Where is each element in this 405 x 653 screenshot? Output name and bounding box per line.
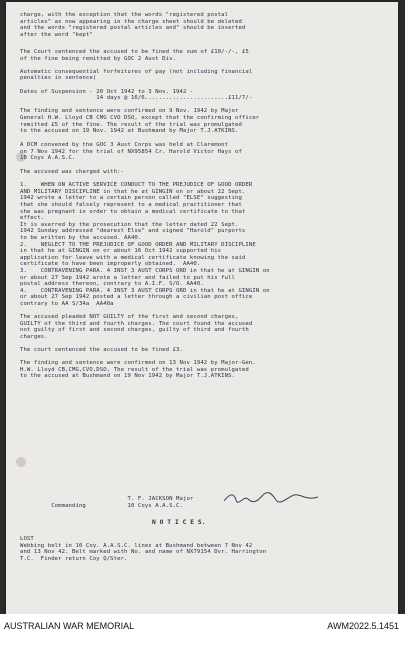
text-line: and the words "registered postal articles and" should be inserted (20, 25, 246, 32)
footer-accession: AWM2022.5.1451 (327, 621, 399, 631)
text-block-top (20, 12, 382, 38)
text-line: 4. CONTRAVENING PARA. 4 INST 3 AUST CORPS ORD in that he at GINGIN on (20, 287, 270, 294)
text-line: to be written by the accused. AA40. (20, 234, 142, 241)
text-line: The court sentenced the accused to be fined £3. (20, 347, 183, 354)
text-line (20, 354, 382, 361)
text-line: to the accused on 19 Nov. 1942 at Bushmand by Major T.J.ATKINS. (20, 128, 239, 135)
text-line: 1942 wrote a letter to a certain person called "ELSE" suggesting (20, 195, 242, 202)
text-line: she was pregnant in order to obtain a medical certificate to that (20, 208, 246, 215)
text-line (20, 340, 382, 347)
archive-footer (0, 614, 405, 653)
text-line: It is averred by the prosecution that the letter dated 22 Sept. (20, 221, 239, 228)
text-line (20, 307, 382, 314)
text-line: that she should falsely represent to a medical practitioner that (20, 201, 242, 208)
text-line: T.C. Finder return Coy Q/Ster. (20, 555, 128, 562)
text-line (20, 82, 382, 89)
text-line: 2. NEGLECT TO THE PREJUDICE OF GOOD ORDER AND MILITARY DISCIPLINE (20, 241, 256, 248)
text-line: in that he at GINGIN on or about 16 Oct 1942 supported his (20, 248, 222, 255)
text-line: 1942 Sunday addressed "dearest Else" and signed "Harold" purports (20, 228, 246, 235)
text-block-charges (20, 169, 382, 380)
notices-heading: N O T I C E S. (152, 519, 206, 526)
text-line: Automatic consequential forfeitures of pay (not including financial (20, 68, 253, 75)
text-block-dcm (20, 142, 382, 162)
text-line: charges. (20, 333, 48, 340)
text-line: 3. CONTRAVENING PARA. 4 INST 3 AUST CORPS ORD in that he at GINGIN on (20, 267, 270, 274)
text-line: application for leave with a medical certificate knowing the said (20, 254, 246, 261)
punch-hole-bottom (16, 457, 26, 467)
text-line: after the word "kept" (20, 31, 93, 38)
text-line: to the accused at Bushmand on 19 Nov 1942 by Major T.J.ATKINS. (20, 373, 235, 380)
text-line: The finding and sentence were confirmed on 9 Nov. 1942 by Major (20, 108, 239, 115)
text-line: GUILTY of the third and fourth charges. The court found the accused (20, 320, 253, 327)
text-line: and 13 Nov 42. Belt marked with No. and name of NX79154 Dvr. Harrington (20, 549, 267, 556)
text-line: LOST (20, 536, 34, 542)
text-line: articles" as now appearing in the charge sheet should be deleted (20, 18, 242, 25)
text-line (20, 102, 382, 109)
text-line: The accused was charged with:- (20, 169, 125, 175)
text-line: The Court sentenced the accused to be fined the sum of £10/-/-, £5 (20, 49, 249, 55)
text-line: penalties in sentence) (20, 75, 97, 82)
text-line: 14 days @ 16/6........................£11/7/- (20, 95, 253, 102)
document-page (6, 2, 398, 614)
text-line: Webbing belt in 10 Coy. A.A.S.C. lines at Bushmand between 7 Nov 42 (20, 542, 253, 549)
text-line (20, 62, 382, 69)
text-line (20, 176, 382, 183)
text-line: certificate to have been improperly obtained. AA40. (20, 261, 201, 268)
text-line: postal address thereon, contrary to A.I.F. S/O. AA40. (20, 281, 204, 288)
text-line: 10 Coys A.A.S.C. (20, 155, 76, 162)
text-line: on 7 Nov 1942 for the trial of NX95854 Cr. Harold Victor Hays of (20, 148, 242, 155)
text-line: 1. WHEN ON ACTIVE SERVICE CONDUCT TO THE PREJUDICE OF GOOD ORDER (20, 182, 253, 189)
text-block-sentence (20, 49, 382, 135)
footer-source: AUSTRALIAN WAR MEMORIAL (4, 621, 135, 631)
text-line: T. F. JACKSON Major (20, 496, 194, 502)
text-line: or about 27 Sep 1942 posted a letter through a civilian post office (20, 294, 253, 301)
text-line: H.W. Lloyd CB,CMG,CVO,DSO, The result of the trial was promulgated (20, 366, 249, 373)
text-line: charge, with the exception that the words "registered postal (20, 12, 229, 18)
text-line: A DCM convened by the GOC 3 Aust Corps was held at Claremont (20, 142, 229, 148)
text-line: contrary to AA S/34a AA40a (20, 300, 114, 307)
text-line: Commanding 10 Coys A.A.S.C. (20, 502, 183, 509)
text-line: Dates of Suspension - 20 Oct 1942 to 3 Nov. 1942 - (20, 88, 194, 95)
text-line: The finding and sentence were confirmed on 13 Nov 1942 by Major-Gen. (20, 360, 256, 367)
text-line: AND MILITARY DISCIPLINE in that he at GINGIN on or about 22 Sept. (20, 188, 246, 195)
text-line: effect. (20, 215, 45, 222)
text-line: or about 27 Sep 1942 wrote a letter and failed to put his full (20, 274, 235, 281)
text-line: General H.W. Lloyd CB CMG CVO DSO, except that the confirming officer (20, 114, 260, 121)
text-line: The accused pleaded NOT GUILTY of the first and second charges, (20, 314, 239, 321)
text-block-notices (20, 536, 382, 562)
signature-block (20, 496, 382, 509)
text-line: remitted £5 of the fine. The result of the trial was promulgated (20, 121, 242, 128)
text-line: not guilty of first and second charges, guilty of third and fourth (20, 327, 249, 334)
text-line: of the fine being remitted by GOC 2 Aust Div. (20, 55, 177, 62)
